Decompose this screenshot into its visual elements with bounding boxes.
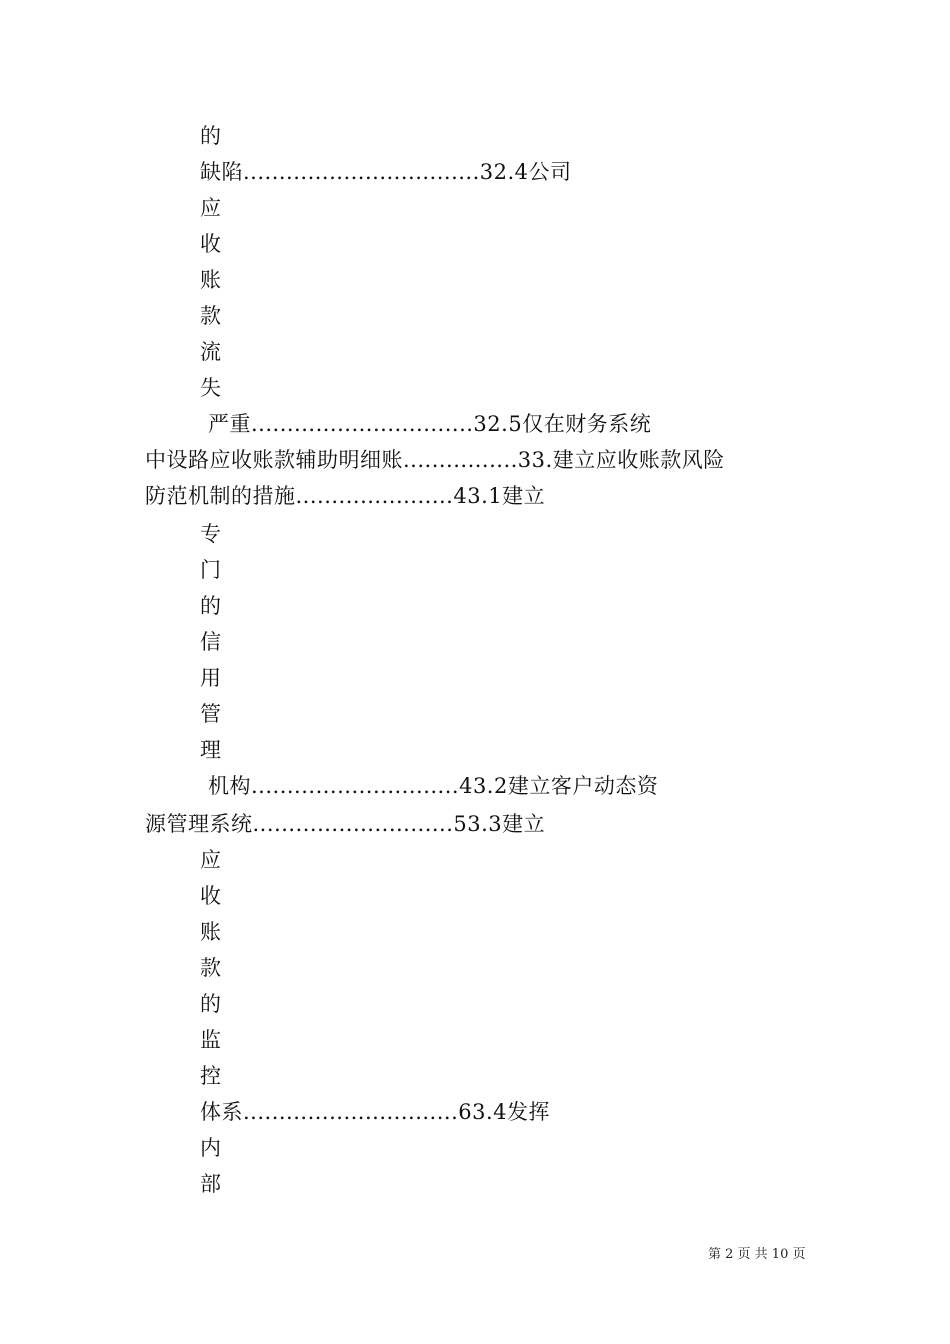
toc-line: 收 <box>200 232 222 256</box>
toc-line: 控 <box>200 1064 222 1088</box>
toc-line: 的 <box>200 992 222 1016</box>
toc-line: 失 <box>200 376 222 400</box>
page-number: 第 2 页 共 10 页 <box>708 1247 806 1262</box>
toc-line: 的 <box>200 594 222 618</box>
toc-line: 体系..............................63.4发挥 <box>200 1100 551 1124</box>
toc-line: 内 <box>200 1136 222 1160</box>
toc-line: 缺陷.................................32.4公司 <box>200 160 572 184</box>
toc-line: 严重...............................32.5仅在财务系统 <box>208 412 652 436</box>
toc-line: 部 <box>200 1172 222 1196</box>
toc-line: 应 <box>200 848 222 872</box>
toc-line: 源管理系统............................53.3建立 <box>145 812 546 836</box>
toc-line: 信 <box>200 630 222 654</box>
toc-line: 防范机制的措施......................43.1建立 <box>145 484 546 508</box>
toc-line: 用 <box>200 666 222 690</box>
toc-line: 中设路应收账款辅助明细账................33.建立应收账款风险 <box>145 448 725 472</box>
toc-line: 专 <box>200 522 222 546</box>
toc-line: 账 <box>200 920 222 944</box>
toc-line: 理 <box>200 738 222 762</box>
toc-line: 应 <box>200 196 222 220</box>
toc-line: 款 <box>200 304 222 328</box>
toc-line: 流 <box>200 340 222 364</box>
toc-line: 监 <box>200 1028 222 1052</box>
toc-line: 收 <box>200 884 222 908</box>
toc-line: 的 <box>200 124 222 148</box>
toc-line: 管 <box>200 702 222 726</box>
toc-line: 机构.............................43.2建立客户动态资 <box>208 774 659 798</box>
toc-line: 门 <box>200 558 222 582</box>
toc-line: 账 <box>200 268 222 292</box>
toc-line: 款 <box>200 956 222 980</box>
